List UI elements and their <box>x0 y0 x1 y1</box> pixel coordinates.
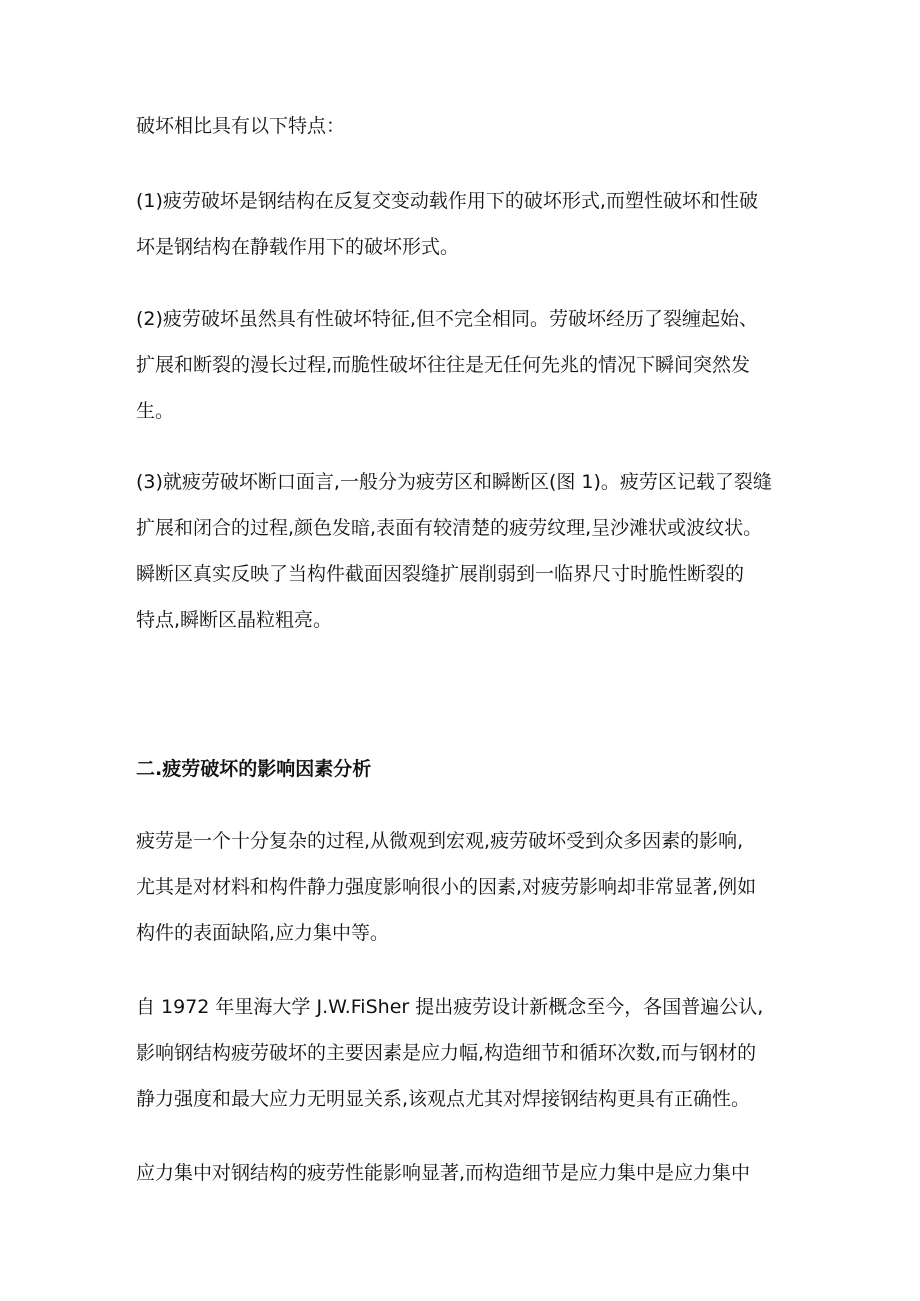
paragraph-line: 构件的表面缺陷,应力集中等。 <box>136 922 390 944</box>
section-2-paragraph-b <box>136 984 806 1122</box>
paragraph-line: (2)疲劳破坏虽然具有性破坏特征,但不完全相同。劳破坏经历了裂缠起始、 <box>136 308 758 330</box>
paragraph-line: 尤其是对材料和构件静力强度影响很小的因素,对疲劳影响却非常显著,例如 <box>136 876 757 898</box>
section-2-paragraph-c <box>136 1150 806 1196</box>
paragraph-line: 疲劳是一个十分复杂的过程,从微观到宏观,疲劳破坏受到众多因素的影响, <box>136 830 744 852</box>
paragraph-line: 自 1972 年里海大学 J.W.FiSher 提出疲劳设计新概念至今，各国普遍公认, <box>136 996 764 1018</box>
section-2-paragraph-a <box>136 818 806 956</box>
point-2-paragraph <box>136 296 806 434</box>
point-3-paragraph <box>136 459 806 643</box>
section-2-heading: 二.疲劳破坏的影响因素分析 <box>136 758 372 780</box>
point-1-paragraph <box>136 178 806 270</box>
paragraph-line: 扩展和断裂的漫长过程,而脆性破坏往往是无任何先兆的情况下瞬间突然发 <box>136 354 751 376</box>
paragraph-line: 应力集中对钢结构的疲劳性能影响显著,而构造细节是应力集中是应力集中 <box>136 1162 751 1184</box>
paragraph-line: 扩展和闭合的过程,颜色发暗,表面有较清楚的疲劳纹理,呈沙滩状或波纹状。 <box>136 517 763 539</box>
paragraph-line: 瞬断区真实反映了当构件截面因裂缝扩展削弱到一临界尺寸时脆性断裂的 <box>136 563 745 585</box>
paragraph-line: 静力强度和最大应力无明显关系,该观点尤其对焊接钢结构更具有正确性。 <box>136 1088 751 1110</box>
paragraph-line: (1)疲劳破坏是钢结构在反复交变动载作用下的破坏形式,而塑性破坏和性破 <box>136 190 758 212</box>
paragraph-line: 生。 <box>136 400 175 422</box>
paragraph-line: 坏是钢结构在静载作用下的破坏形式。 <box>136 236 460 258</box>
paragraph-line: 破坏相比具有以下特点： <box>136 115 346 137</box>
paragraph-line: 特点,瞬断区晶粒粗亮。 <box>136 609 333 631</box>
paragraph-line: 影响钢结构疲劳破坏的主要因素是应力幅,构造细节和循环次数,而与钢材的 <box>136 1042 757 1064</box>
intro-paragraph <box>136 103 806 149</box>
paragraph-line: (3)就疲劳破坏断口面言,一般分为疲劳区和瞬断区(图 1)。疲劳区记载了裂缝 <box>136 471 772 493</box>
